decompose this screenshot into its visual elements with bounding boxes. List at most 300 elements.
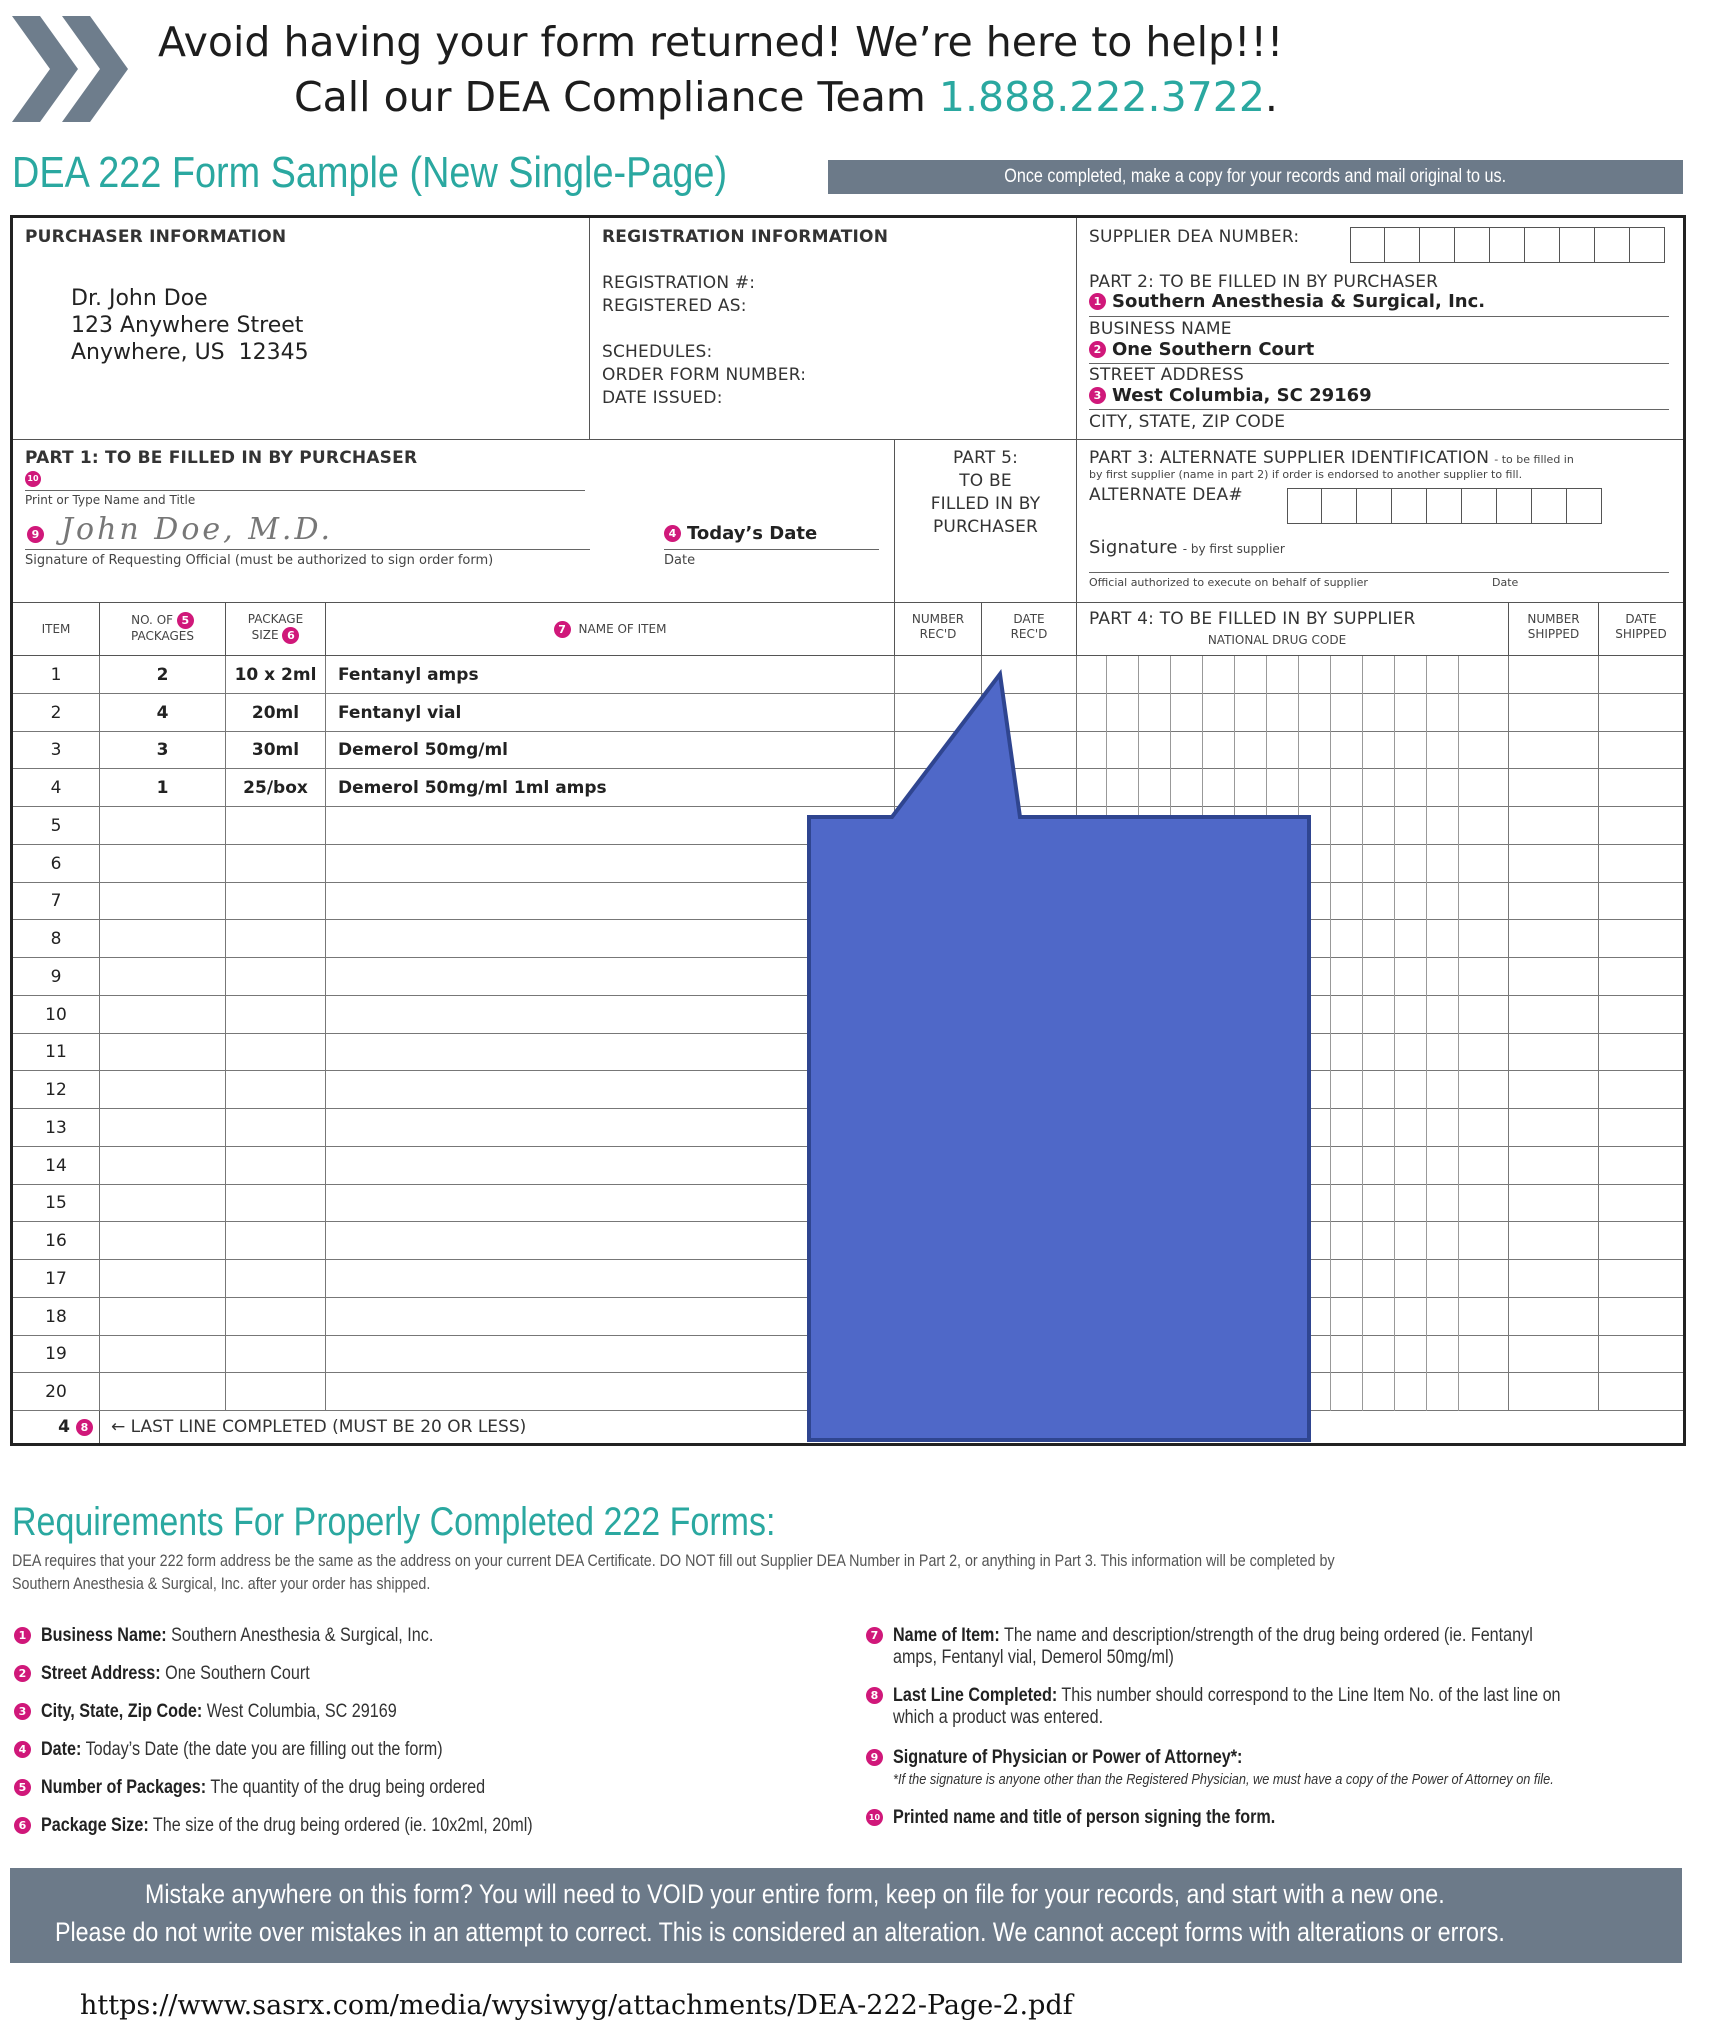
supplier-name-rule — [1089, 316, 1669, 317]
requirement-label: Signature of Physician or Power of Attorney*: — [893, 1747, 1243, 1768]
row-ndc-box[interactable] — [1331, 694, 1363, 732]
supplier-dea-boxes[interactable] — [1350, 227, 1665, 263]
row-item-number[interactable]: 19 — [13, 1336, 100, 1374]
row-ndc-last[interactable] — [1459, 656, 1509, 694]
requirement-text: The quantity of the drug being ordered — [210, 1777, 486, 1798]
registration-header: REGISTRATION INFORMATION — [602, 227, 889, 247]
row-date-shipped[interactable] — [1599, 732, 1683, 770]
row-ndc-box[interactable] — [1395, 807, 1427, 845]
requirement-item — [866, 1625, 1646, 1669]
row-ndc-box[interactable] — [1363, 845, 1395, 883]
row-packages[interactable]: 4 — [100, 694, 226, 732]
row-number-shipped[interactable] — [1509, 656, 1599, 694]
row-date-shipped[interactable] — [1599, 958, 1683, 996]
row-item-number[interactable]: 11 — [13, 1034, 100, 1072]
row-ndc-box[interactable] — [1395, 694, 1427, 732]
row-ndc-box[interactable] — [1331, 920, 1363, 958]
badge-5: 5 — [177, 612, 194, 629]
row-item-number[interactable]: 9 — [13, 958, 100, 996]
requirement-label: Last Line Completed: — [893, 1685, 1058, 1706]
row-ndc-box[interactable] — [1331, 732, 1363, 770]
supplier-name-text: Southern Anesthesia & Surgical, Inc. — [1112, 291, 1486, 312]
row-ndc-box[interactable] — [1395, 1222, 1427, 1260]
requirement-badge: 5 — [14, 1779, 31, 1796]
schedules-label: SCHEDULES: — [602, 342, 713, 362]
requirements-intro-1: DEA requires that your 222 form address be the same as the address on your current DEA Certificate. DO NOT fill out Supplier DEA Number in Part 2, or anything in Part 3. This information will be completed by — [12, 1551, 1335, 1570]
row-ndc-box[interactable] — [1427, 883, 1459, 921]
row-ndc-box[interactable] — [1331, 1222, 1363, 1260]
part3-signature-row — [1089, 537, 1285, 558]
row-number-shipped[interactable] — [1509, 996, 1599, 1034]
row-ndc-box[interactable] — [1363, 1298, 1395, 1336]
date-issued-label: DATE ISSUED: — [602, 388, 723, 408]
row-ndc-box[interactable] — [1363, 694, 1395, 732]
row-ndc-box[interactable] — [1363, 1260, 1395, 1298]
row-packages[interactable]: 1 — [100, 769, 226, 807]
requirement-text: One Southern Court — [165, 1663, 310, 1684]
row-ndc-box[interactable] — [1427, 694, 1459, 732]
row-ndc-box[interactable] — [1427, 1034, 1459, 1072]
row-ndc-box[interactable] — [1331, 845, 1363, 883]
row-ndc-box[interactable] — [1331, 1298, 1363, 1336]
row-ndc-box[interactable] — [1331, 1373, 1363, 1411]
banner-phone: 1.888.222.3722 — [938, 73, 1265, 121]
row-ndc-box[interactable] — [1427, 1222, 1459, 1260]
row-ndc-box[interactable] — [1427, 1147, 1459, 1185]
row-ndc-last[interactable] — [1459, 1373, 1509, 1411]
row-package-size[interactable] — [226, 1185, 326, 1223]
row-date-shipped[interactable] — [1599, 769, 1683, 807]
row-date-shipped[interactable] — [1599, 1147, 1683, 1185]
row-ndc-box[interactable] — [1395, 920, 1427, 958]
row-ndc-box[interactable] — [1395, 1298, 1427, 1336]
row-packages[interactable] — [100, 1109, 226, 1147]
row-ndc-last[interactable] — [1459, 1109, 1509, 1147]
row-date-shipped[interactable] — [1599, 1260, 1683, 1298]
requirement-badge: 1 — [14, 1627, 31, 1644]
row-ndc-box[interactable] — [1427, 1071, 1459, 1109]
requirement-label: Business Name: — [41, 1625, 167, 1646]
row-ndc-box[interactable] — [1427, 1298, 1459, 1336]
row-date-shipped[interactable] — [1599, 883, 1683, 921]
row-ndc-box[interactable] — [1363, 883, 1395, 921]
part1-header: PART 1: TO BE FILLED IN BY PURCHASER — [25, 448, 418, 468]
row-packages[interactable] — [100, 1147, 226, 1185]
row-packages[interactable] — [100, 1260, 226, 1298]
requirement-text: The name and description/strength of the drug being ordered (ie. Fentanyl — [1003, 1625, 1533, 1646]
row-packages[interactable]: 3 — [100, 732, 226, 770]
row-ndc-box[interactable] — [1331, 1147, 1363, 1185]
badge-3: 3 — [1089, 387, 1106, 404]
row-ndc-last[interactable] — [1459, 883, 1509, 921]
row-date-shipped[interactable] — [1599, 996, 1683, 1034]
part3-header-row — [1089, 448, 1574, 468]
signature-value: John Doe, M.D. — [61, 512, 333, 547]
row-item-number[interactable]: 2 — [13, 694, 100, 732]
row-ndc-box[interactable] — [1427, 1185, 1459, 1223]
row-ndc-box[interactable] — [1427, 1260, 1459, 1298]
row-package-size[interactable] — [226, 958, 326, 996]
row-number-shipped[interactable] — [1509, 1034, 1599, 1072]
supplier-street-text: One Southern Court — [1112, 339, 1315, 360]
row-ndc-box[interactable] — [1331, 1260, 1363, 1298]
row-ndc-box[interactable] — [1427, 1373, 1459, 1411]
row-package-size[interactable] — [226, 807, 326, 845]
row-ndc-box[interactable] — [1395, 1373, 1427, 1411]
row-item-number[interactable]: 5 — [13, 807, 100, 845]
row-ndc-box[interactable] — [1363, 1185, 1395, 1223]
row-item-name[interactable]: Demerol 50mg/ml — [326, 732, 895, 770]
row-package-size[interactable] — [226, 845, 326, 883]
row-ndc-box[interactable] — [1331, 1336, 1363, 1374]
row-date-shipped[interactable] — [1599, 1222, 1683, 1260]
row-number-shipped[interactable] — [1509, 769, 1599, 807]
row-date-shipped[interactable] — [1599, 1298, 1683, 1336]
row-ndc-box[interactable] — [1363, 920, 1395, 958]
row-number-shipped[interactable] — [1509, 920, 1599, 958]
form-title: DEA 222 Form Sample (New Single-Page) — [12, 148, 728, 197]
row-ndc-last[interactable] — [1459, 1298, 1509, 1336]
row-ndc-box[interactable] — [1427, 656, 1459, 694]
requirement-badge: 3 — [14, 1703, 31, 1720]
row-packages[interactable] — [100, 807, 226, 845]
row-number-shipped[interactable] — [1509, 1185, 1599, 1223]
print-name-rule — [25, 490, 585, 491]
row-ndc-box[interactable] — [1363, 656, 1395, 694]
row-number-shipped[interactable] — [1509, 883, 1599, 921]
row-item-number[interactable]: 4 — [13, 769, 100, 807]
row-ndc-box[interactable] — [1331, 958, 1363, 996]
row-number-shipped[interactable] — [1509, 958, 1599, 996]
row-package-size[interactable] — [226, 1260, 326, 1298]
row-item-number[interactable]: 6 — [13, 845, 100, 883]
row-packages[interactable]: 2 — [100, 656, 226, 694]
row-ndc-box[interactable] — [1363, 1222, 1395, 1260]
row-ndc-box[interactable] — [1395, 1147, 1427, 1185]
row-ndc-box[interactable] — [1363, 807, 1395, 845]
badge-8: 8 — [76, 1419, 93, 1436]
col-size — [226, 603, 326, 655]
row-item-name[interactable]: Demerol 50mg/ml 1ml amps — [326, 769, 895, 807]
callout-speech-bubble — [800, 668, 1320, 1448]
row-package-size[interactable] — [226, 1373, 326, 1411]
requirement-badge: 9 — [866, 1749, 883, 1766]
row-ndc-box[interactable] — [1331, 807, 1363, 845]
row-packages[interactable] — [100, 883, 226, 921]
col-number-shipped — [1509, 603, 1599, 655]
row-ndc-box[interactable] — [1395, 1260, 1427, 1298]
title-bar-note — [828, 160, 1683, 194]
row-ndc-box[interactable] — [1395, 958, 1427, 996]
part3-signature-note: - by first supplier — [1182, 542, 1285, 556]
row-packages[interactable] — [100, 1298, 226, 1336]
registration-section — [590, 218, 1077, 440]
row-package-size[interactable] — [226, 1336, 326, 1374]
row-number-shipped[interactable] — [1509, 845, 1599, 883]
row-date-shipped[interactable] — [1599, 1109, 1683, 1147]
row-ndc-box[interactable] — [1427, 958, 1459, 996]
row-ndc-box[interactable] — [1363, 1373, 1395, 1411]
row-date-shipped[interactable] — [1599, 807, 1683, 845]
row-item-number[interactable]: 8 — [13, 920, 100, 958]
row-ndc-last[interactable] — [1459, 1071, 1509, 1109]
row-number-shipped[interactable] — [1509, 1222, 1599, 1260]
row-ndc-box[interactable] — [1395, 845, 1427, 883]
row-packages[interactable] — [100, 1336, 226, 1374]
requirement-label: Name of Item: — [893, 1625, 1000, 1646]
requirement-label: Printed name and title of person signing the form. — [893, 1807, 1276, 1828]
footer-line2: Please do not write over mistakes in an attempt to correct. This is considered an alteration. We cannot accept forms with alterations or errors. — [55, 1917, 1505, 1947]
row-ndc-last[interactable] — [1459, 845, 1509, 883]
row-item-number[interactable]: 17 — [13, 1260, 100, 1298]
row-ndc-last[interactable] — [1459, 694, 1509, 732]
row-ndc-box[interactable] — [1427, 1336, 1459, 1374]
row-package-size[interactable] — [226, 1034, 326, 1072]
row-ndc-box[interactable] — [1395, 996, 1427, 1034]
requirement-label: City, State, Zip Code: — [41, 1701, 203, 1722]
row-ndc-box[interactable] — [1331, 883, 1363, 921]
row-ndc-box[interactable] — [1427, 996, 1459, 1034]
row-item-number[interactable]: 20 — [13, 1373, 100, 1411]
row-ndc-last[interactable] — [1459, 1260, 1509, 1298]
row-ndc-box[interactable] — [1427, 1109, 1459, 1147]
row-packages[interactable] — [100, 1034, 226, 1072]
row-ndc-box[interactable] — [1331, 1109, 1363, 1147]
row-package-size[interactable] — [226, 883, 326, 921]
row-date-shipped[interactable] — [1599, 920, 1683, 958]
requirement-item — [14, 1777, 563, 1799]
date-label: Date — [664, 553, 696, 568]
col-item: ITEM — [13, 603, 100, 655]
row-ndc-box[interactable] — [1331, 1185, 1363, 1223]
row-number-shipped[interactable] — [1509, 1336, 1599, 1374]
row-package-size[interactable] — [226, 1071, 326, 1109]
row-item-number[interactable]: 12 — [13, 1071, 100, 1109]
requirement-badge: 7 — [866, 1627, 883, 1644]
row-item-name[interactable]: Fentanyl amps — [326, 656, 895, 694]
part3-date-label: Date — [1492, 576, 1519, 589]
row-ndc-box[interactable] — [1427, 920, 1459, 958]
last-line-text: ← LAST LINE COMPLETED (MUST BE 20 OR LESS) — [111, 1417, 527, 1437]
row-ndc-last[interactable] — [1459, 1336, 1509, 1374]
row-ndc-box[interactable] — [1395, 883, 1427, 921]
street-address-label: STREET ADDRESS — [1089, 365, 1245, 385]
part5-line2: TO BE — [959, 471, 1012, 491]
supplier-city-value — [1089, 385, 1372, 406]
requirement-item — [14, 1663, 357, 1685]
row-ndc-box[interactable] — [1363, 1336, 1395, 1374]
supplier-street-rule — [1089, 363, 1669, 364]
row-ndc-box[interactable] — [1331, 656, 1363, 694]
row-ndc-box[interactable] — [1363, 1109, 1395, 1147]
requirement-text: West Columbia, SC 29169 — [206, 1701, 397, 1722]
row-ndc-box[interactable] — [1363, 958, 1395, 996]
requirement-badge: 6 — [14, 1817, 31, 1834]
row-ndc-box[interactable] — [1363, 1071, 1395, 1109]
row-ndc-box[interactable] — [1363, 1147, 1395, 1185]
row-ndc-box[interactable] — [1331, 1071, 1363, 1109]
part3-header-note2: by first supplier (name in part 2) if order is endorsed to another supplier to fill. — [1089, 468, 1523, 481]
requirement-text-wrap — [893, 1807, 1275, 1829]
row-date-shipped[interactable] — [1599, 1185, 1683, 1223]
date-rule — [664, 549, 879, 550]
row-ndc-box[interactable] — [1331, 769, 1363, 807]
row-number-shipped[interactable] — [1509, 1298, 1599, 1336]
row-ndc-box[interactable] — [1395, 1185, 1427, 1223]
row-item-number[interactable]: 10 — [13, 996, 100, 1034]
requirement-text-line2: *If the signature is anyone other than the Registered Physician, we must have a copy of the Power of Attorney on file. — [893, 1771, 1554, 1788]
row-date-shipped[interactable] — [1599, 1071, 1683, 1109]
last-line-value[interactable]: 4 — [58, 1417, 70, 1437]
requirement-text-line2: which a product was entered. — [893, 1707, 1104, 1728]
row-packages[interactable] — [100, 958, 226, 996]
row-item-number[interactable]: 3 — [13, 732, 100, 770]
badge-10: 10 — [25, 471, 41, 487]
todays-date-text: Today’s Date — [687, 523, 818, 544]
requirement-item — [14, 1701, 460, 1723]
row-number-shipped[interactable] — [1509, 694, 1599, 732]
row-package-size[interactable] — [226, 920, 326, 958]
row-ndc-box[interactable] — [1427, 732, 1459, 770]
row-date-shipped[interactable] — [1599, 845, 1683, 883]
row-ndc-last[interactable] — [1459, 807, 1509, 845]
row-package-size[interactable] — [226, 1109, 326, 1147]
row-package-size[interactable]: 30ml — [226, 732, 326, 770]
requirement-text-wrap — [893, 1685, 1561, 1729]
requirement-label: Date: — [41, 1739, 82, 1760]
part3-header: PART 3: ALTERNATE SUPPLIER IDENTIFICATION — [1089, 448, 1490, 468]
row-ndc-box[interactable] — [1331, 996, 1363, 1034]
column-header-row — [13, 603, 1683, 656]
row-packages[interactable] — [100, 845, 226, 883]
row-package-size[interactable]: 25/box — [226, 769, 326, 807]
row-date-shipped[interactable] — [1599, 694, 1683, 732]
purchaser-section — [13, 218, 590, 440]
row-packages[interactable] — [100, 996, 226, 1034]
col-shipped-line1: NUMBER — [1527, 612, 1580, 626]
row-ndc-last[interactable] — [1459, 958, 1509, 996]
part5-line4: PURCHASER — [932, 517, 1039, 537]
badge-9: 9 — [27, 526, 44, 543]
row-item-number[interactable]: 14 — [13, 1147, 100, 1185]
col-ndc: NATIONAL DRUG CODE — [1207, 633, 1347, 647]
row-date-shipped[interactable] — [1599, 1034, 1683, 1072]
supplier-dea-label: SUPPLIER DEA NUMBER: — [1089, 227, 1300, 247]
badge-6: 6 — [282, 627, 299, 644]
requirement-text: Today’s Date (the date you are filling out the form) — [85, 1739, 443, 1760]
row-number-shipped[interactable] — [1509, 1373, 1599, 1411]
row-package-size[interactable] — [226, 1147, 326, 1185]
row-date-shipped[interactable] — [1599, 1336, 1683, 1374]
row-ndc-box[interactable] — [1363, 1034, 1395, 1072]
row-ndc-last[interactable] — [1459, 996, 1509, 1034]
row-ndc-box[interactable] — [1363, 996, 1395, 1034]
row-ndc-box[interactable] — [1427, 769, 1459, 807]
row-ndc-last[interactable] — [1459, 1222, 1509, 1260]
requirements-title: Requirements For Properly Completed 222 Forms: — [12, 1500, 776, 1544]
row-item-number[interactable]: 16 — [13, 1222, 100, 1260]
row-ndc-last[interactable] — [1459, 732, 1509, 770]
col-date-shipped-line1: DATE — [1625, 612, 1657, 626]
requirement-item — [866, 1807, 1343, 1829]
row-item-number[interactable]: 1 — [13, 656, 100, 694]
col-number-recd — [895, 603, 982, 655]
requirement-badge: 2 — [14, 1665, 31, 1682]
row-item-number[interactable]: 13 — [13, 1109, 100, 1147]
row-ndc-box[interactable] — [1395, 732, 1427, 770]
supplier-name-value — [1089, 291, 1485, 312]
row-ndc-last[interactable] — [1459, 1034, 1509, 1072]
row-ndc-last[interactable] — [1459, 769, 1509, 807]
banner-line2-prefix: Call our DEA Compliance Team — [294, 73, 926, 121]
row-item-number[interactable]: 15 — [13, 1185, 100, 1223]
row-ndc-box[interactable] — [1331, 1034, 1363, 1072]
row-packages[interactable] — [100, 1222, 226, 1260]
row-number-shipped[interactable] — [1509, 1147, 1599, 1185]
row-ndc-last[interactable] — [1459, 920, 1509, 958]
col-part4-title: PART 4: TO BE FILLED IN BY SUPPLIER — [1089, 609, 1416, 629]
row-ndc-box[interactable] — [1363, 732, 1395, 770]
row-number-shipped[interactable] — [1509, 1071, 1599, 1109]
row-ndc-box[interactable] — [1427, 845, 1459, 883]
row-package-size[interactable] — [226, 996, 326, 1034]
todays-date-value — [664, 523, 817, 544]
row-number-shipped[interactable] — [1509, 732, 1599, 770]
row-packages[interactable] — [100, 1071, 226, 1109]
row-ndc-box[interactable] — [1395, 1071, 1427, 1109]
row-ndc-box[interactable] — [1395, 769, 1427, 807]
col-date-recd-line2: REC'D — [1010, 627, 1048, 641]
row-ndc-box[interactable] — [1395, 1034, 1427, 1072]
row-package-size[interactable]: 20ml — [226, 694, 326, 732]
requirement-label: Number of Packages: — [41, 1777, 207, 1798]
col-number-recd-line2: REC'D — [919, 627, 957, 641]
row-ndc-box[interactable] — [1395, 656, 1427, 694]
row-packages[interactable] — [100, 1373, 226, 1411]
row-package-size[interactable] — [226, 1298, 326, 1336]
col-number-recd-line1: NUMBER — [911, 612, 965, 626]
row-ndc-box[interactable] — [1395, 1336, 1427, 1374]
row-item-number[interactable]: 7 — [13, 883, 100, 921]
row-date-shipped[interactable] — [1599, 1373, 1683, 1411]
row-package-size[interactable]: 10 x 2ml — [226, 656, 326, 694]
badge-7: 7 — [554, 621, 571, 638]
row-date-shipped[interactable] — [1599, 656, 1683, 694]
requirement-text: Southern Anesthesia & Surgical, Inc. — [171, 1625, 434, 1646]
row-ndc-box[interactable] — [1427, 807, 1459, 845]
row-packages[interactable] — [100, 920, 226, 958]
row-ndc-last[interactable] — [1459, 1147, 1509, 1185]
row-number-shipped[interactable] — [1509, 1260, 1599, 1298]
requirement-text: The size of the drug being ordered (ie. 10x2ml, 20ml) — [152, 1815, 533, 1836]
col-packages-line1: NO. OF — [131, 613, 174, 627]
row-item-name[interactable]: Fentanyl vial — [326, 694, 895, 732]
purchaser-street: 123 Anywhere Street — [71, 313, 304, 338]
col-date-shipped-line2: SHIPPED — [1615, 627, 1667, 641]
row-package-size[interactable] — [226, 1222, 326, 1260]
row-number-shipped[interactable] — [1509, 807, 1599, 845]
row-ndc-box[interactable] — [1363, 769, 1395, 807]
col-size-line1: PACKAGE — [247, 612, 304, 626]
row-ndc-last[interactable] — [1459, 1185, 1509, 1223]
city-state-zip-label: CITY, STATE, ZIP CODE — [1089, 412, 1286, 432]
alternate-dea-boxes[interactable] — [1287, 488, 1602, 524]
col-name — [326, 603, 895, 655]
row-packages[interactable] — [100, 1185, 226, 1223]
row-number-shipped[interactable] — [1509, 1109, 1599, 1147]
row-ndc-box[interactable] — [1395, 1109, 1427, 1147]
row-item-number[interactable]: 18 — [13, 1298, 100, 1336]
